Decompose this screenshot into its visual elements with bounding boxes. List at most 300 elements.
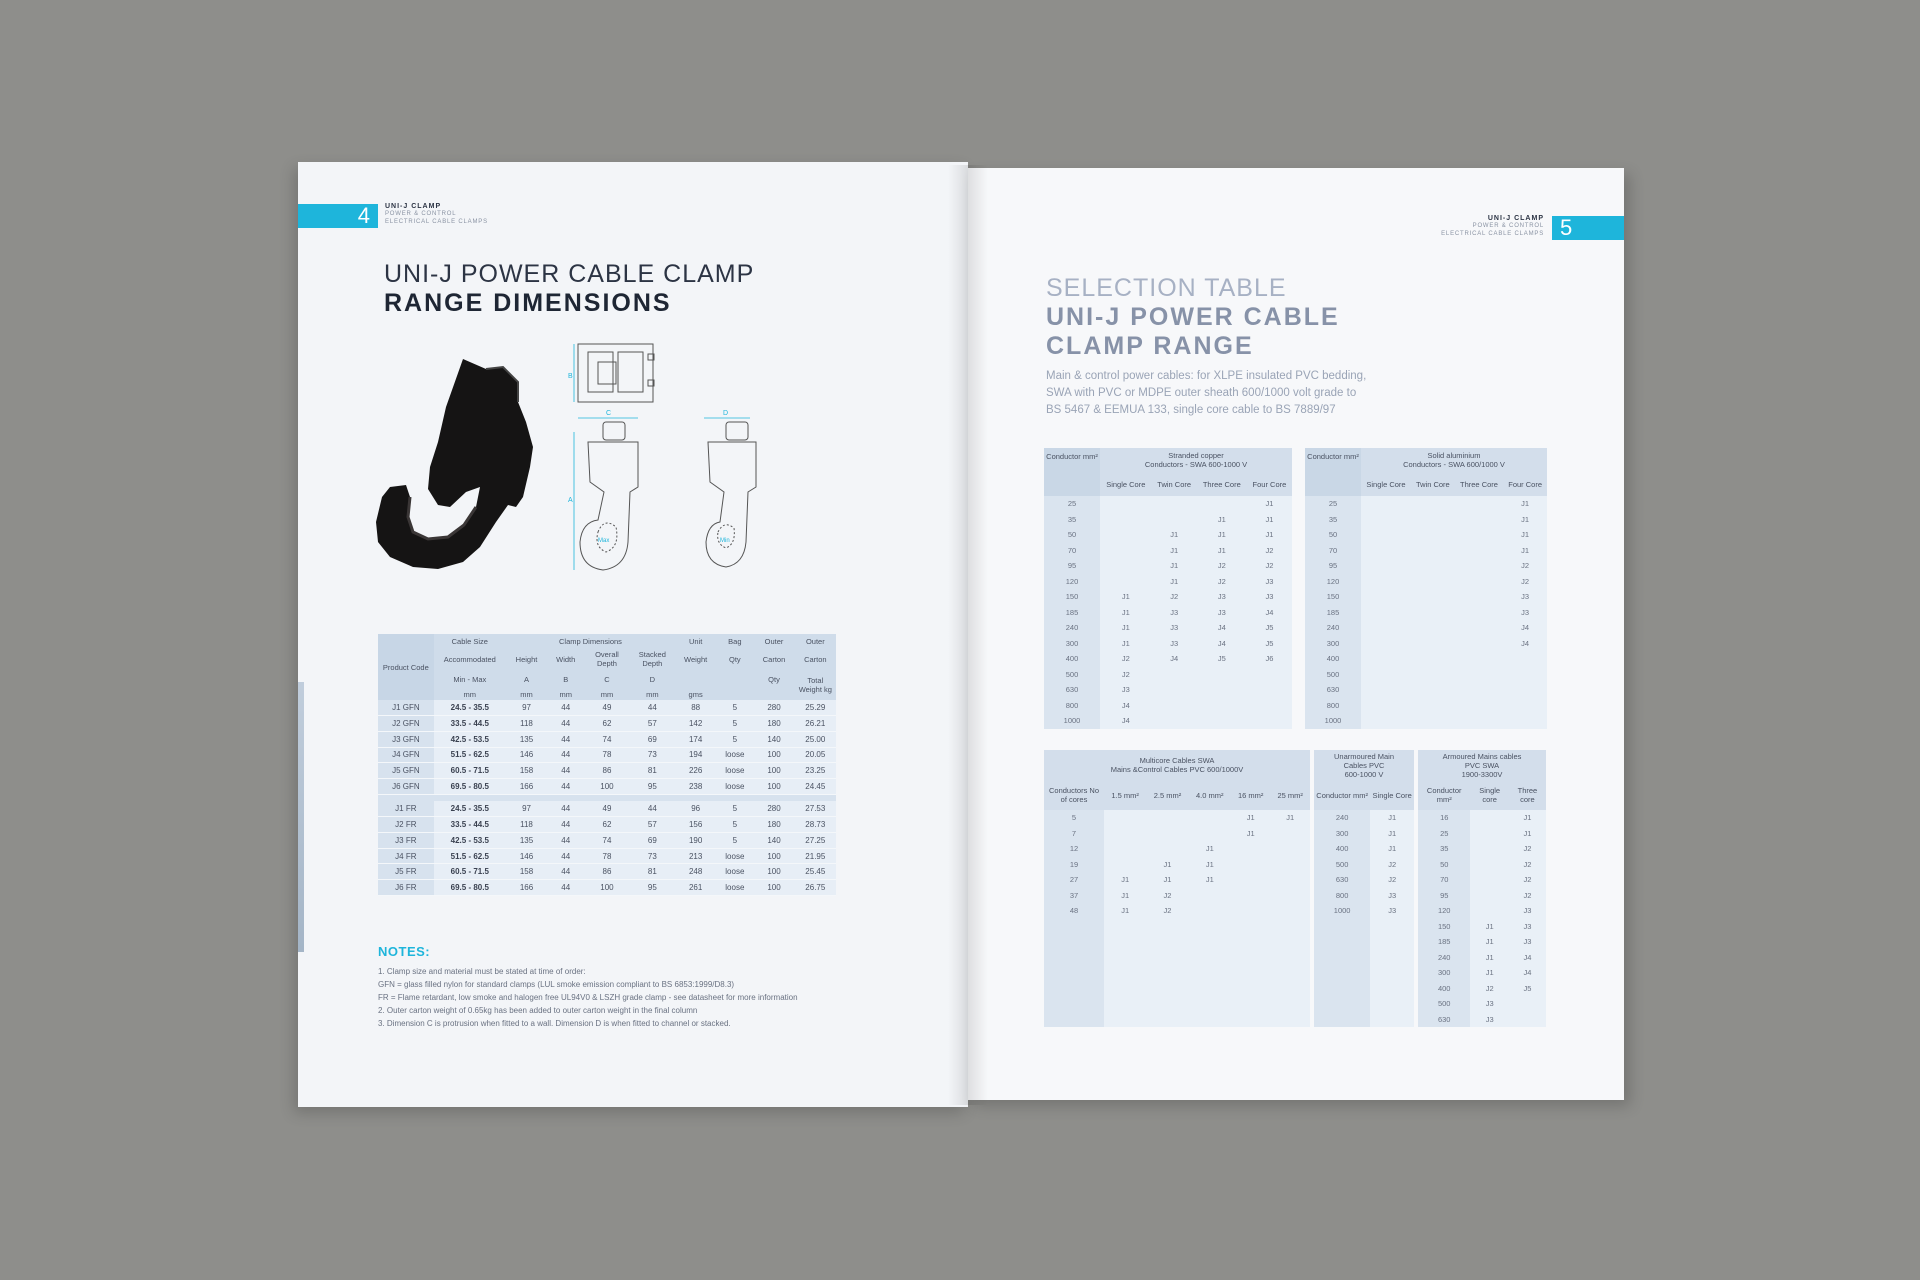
table-row [1044,903,1310,919]
th-conductors-cores: Conductors No of cores [1044,780,1104,810]
copper-body [1044,496,1292,729]
th-unarmoured-2: Cables PVC [1343,760,1385,770]
table-cell: 5 [716,716,753,732]
table-cell [1231,888,1271,904]
table-row [1418,903,1546,919]
table-cell: 44 [547,833,584,849]
table-cell-blank [1370,934,1414,950]
table-cell: 100 [753,747,794,763]
header-subtitle-1: POWER & CONTROL [1472,223,1544,229]
intro-line: BS 5467 & EEMUA 133, single core cable to BS 7889/97 [1046,404,1336,416]
table-cell [1411,574,1455,590]
table-row [1418,996,1546,1012]
th-width: Width [547,648,584,670]
table-cell: 73 [630,848,675,864]
table-cell: 70 [1305,543,1361,559]
table-cell: J1 [1470,934,1508,950]
table-cell: 44 [547,864,584,880]
table-cell: 21.95 [795,848,836,864]
header-title: UNI-J CLAMP [1487,215,1544,222]
th-unarmoured-3: 600-1000 V [1344,769,1384,779]
th-weight: Weight [675,648,716,670]
table-cell: 24.45 [795,778,836,794]
table-cell: loose [716,763,753,779]
table-cell [1197,496,1247,512]
table-cell: J1 [1152,527,1197,543]
table-cell: J3 [1503,589,1547,605]
table-cell [1270,826,1310,842]
table-cell [1411,636,1455,652]
table-cell: 25 [1305,496,1361,512]
table-cell: 60.5 - 71.5 [434,864,506,880]
table-row [1418,826,1546,842]
table-cell: 33.5 - 44.5 [434,817,506,833]
table-cell: J1 [1104,888,1146,904]
table-cell: J3 FR [378,833,434,849]
table-cell: 50 [1305,527,1361,543]
th-copper-group-2: Conductors - SWA 600-1000 V [1144,460,1248,469]
table-cell-blank [1370,950,1414,966]
table-cell: J5 GFN [378,763,434,779]
table-cell: 97 [506,700,547,716]
table-row [1305,543,1547,559]
table-cell [1470,888,1508,904]
table-row [378,880,836,896]
table-cell: 1000 [1314,903,1370,919]
table-row [1314,872,1414,888]
table-cell: 81 [630,763,675,779]
table-cell: 69 [630,833,675,849]
table-cell: J3 [1247,589,1292,605]
table-cell: J4 [1247,605,1292,621]
table-cell [1189,826,1231,842]
table-cell [1146,810,1188,826]
aluminium-body [1305,496,1547,729]
table-cell: J3 [1370,888,1414,904]
table-cell: J1 [1247,496,1292,512]
table-cell: J1 [1146,857,1188,873]
table-cell-blank [1044,950,1104,966]
table-cell [1455,636,1504,652]
table-cell-blank [1189,934,1231,950]
table-row [378,778,836,794]
table-cell: J2 [1509,841,1546,857]
table-cell [1455,667,1504,683]
table-cell: 28.73 [795,817,836,833]
table-cell [1411,698,1455,714]
table-cell-blank [1189,996,1231,1012]
table-cell: 35 [1044,512,1100,528]
stranded-copper-table [1044,448,1292,729]
table-cell: 300 [1305,636,1361,652]
table-row [1418,810,1546,826]
th-aluminium-group-2: Conductors - SWA 600/1000 V [1403,460,1505,469]
table-cell-blank [1314,981,1370,997]
table-cell: 69.5 - 80.5 [434,778,506,794]
table-row [1418,965,1546,981]
table-cell: 16 [1418,810,1470,826]
table-cell [1455,574,1504,590]
table-cell: J5 [1247,636,1292,652]
table-cell [1411,589,1455,605]
table-cell: 135 [506,731,547,747]
table-cell-blank [1189,965,1231,981]
table-row [1314,888,1414,904]
table-cell [1152,496,1197,512]
table-cell [1411,667,1455,683]
table-cell: J1 [1104,872,1146,888]
table-cell: J1 [1470,965,1508,981]
table-cell: 62 [584,716,629,732]
table-cell [1411,605,1455,621]
table-cell: J1 [1509,826,1546,842]
table-cell: 400 [1044,651,1100,667]
note-line: FR = Flame retardant, low smoke and halogen free UL94V0 & LSZH grade clamp - see datasheet for more information [378,993,798,1002]
th-qty-2: Qty [753,670,794,688]
table-cell: 146 [506,747,547,763]
table-row [378,848,836,864]
th-2-5mm: 2.5 mm² [1146,780,1188,810]
table-cell-blank [1189,919,1231,935]
th-gms: gms [675,688,716,700]
table-cell [1361,682,1411,698]
table-cell [1411,512,1455,528]
table-cell [1361,651,1411,667]
table-cell [1270,872,1310,888]
th-cable-size: Cable Size [434,634,506,648]
table-cell-blank [1146,996,1188,1012]
table-cell: 96 [675,801,716,817]
table-cell: 166 [506,778,547,794]
table-cell: 97 [506,801,547,817]
table-cell: 49 [584,801,629,817]
page-title [1046,274,1340,361]
table-cell: 51.5 - 62.5 [434,747,506,763]
table-cell: J6 FR [378,880,434,896]
table-row-blank [1314,934,1414,950]
multicore-body [1044,810,1310,1027]
th-copper-group-1: Stranded copper [1168,451,1224,460]
table-cell: J2 [1152,589,1197,605]
table-cell-blank [1146,965,1188,981]
title-bold: RANGE DIMENSIONS [384,289,672,317]
page-title [384,260,754,318]
table-row [1044,496,1292,512]
table-row [378,700,836,716]
table-cell: J2 [1247,543,1292,559]
table-cell: J1 FR [378,801,434,817]
table-cell [1470,841,1508,857]
armoured-table [1418,750,1546,1027]
table-row [1305,713,1547,729]
table-cell: 100 [584,880,629,896]
table-cell: 44 [547,747,584,763]
table-cell [1455,496,1504,512]
table-cell: 800 [1305,698,1361,714]
table-cell [1411,527,1455,543]
table-cell: 100 [753,864,794,880]
th-mm-b: mm [547,688,584,700]
table-cell-blank [1314,996,1370,1012]
table-row [1418,857,1546,873]
table-cell: 25.29 [795,700,836,716]
th-outer: Outer [753,634,794,648]
table-row [1044,872,1310,888]
table-cell: J1 [1503,512,1547,528]
table-cell [1100,512,1152,528]
table-cell: J3 GFN [378,731,434,747]
table-row [1044,826,1310,842]
table-row [1418,872,1546,888]
dim-label-d: D [723,410,729,417]
table-cell [1455,651,1504,667]
table-cell-blank [1104,934,1146,950]
th-aluminium-group-1: Solid aluminium [1427,451,1481,460]
table-cell [1197,713,1247,729]
table-cell: 26.21 [795,716,836,732]
table-cell [1361,574,1411,590]
table-cell: 300 [1418,965,1470,981]
table-cell: 150 [1305,589,1361,605]
table-cell [1411,543,1455,559]
table-cell-blank [1104,1012,1146,1028]
table-cell: J2 [1146,903,1188,919]
table-row [1305,636,1547,652]
table-cell: J2 [1509,888,1546,904]
table-cell: 150 [1418,919,1470,935]
table-row [1044,589,1292,605]
table-cell: 158 [506,763,547,779]
table-cell [1270,841,1310,857]
table-cell-blank [1231,950,1271,966]
table-cell: J1 [1370,841,1414,857]
table-row [1418,841,1546,857]
table-row [1044,620,1292,636]
table-cell [1455,605,1504,621]
th-four-core: Four Core [1503,472,1547,496]
separator-cell [378,794,836,801]
table-cell: J2 [1470,981,1508,997]
table-cell [1247,682,1292,698]
th-multicore-group [1044,750,1310,780]
table-cell: J6 GFN [378,778,434,794]
table-row [1305,558,1547,574]
th-unarmoured-group [1314,750,1414,780]
table-cell [1104,841,1146,857]
table-row-blank [1314,981,1414,997]
table-cell [1503,698,1547,714]
table-row [1044,810,1310,826]
table-row-blank [1314,950,1414,966]
multicore-table [1044,750,1310,1027]
table-row [1044,857,1310,873]
dim-label-b: B [568,373,573,380]
table-cell [1197,667,1247,683]
table-cell: J4 [1509,965,1546,981]
table-cell-blank [1231,965,1271,981]
table-cell: 146 [506,848,547,864]
table-cell: 74 [584,731,629,747]
table-cell [1104,857,1146,873]
table-cell: J3 [1509,903,1546,919]
table-cell: J5 FR [378,864,434,880]
table-cell: 70 [1044,543,1100,559]
table-cell-blank [1044,981,1104,997]
table-row [1314,841,1414,857]
table-cell [1189,903,1231,919]
table-cell [1361,496,1411,512]
table-cell: J2 [1509,857,1546,873]
table-cell-blank [1044,919,1104,935]
th-three-core: Three core [1509,780,1546,810]
table-cell: J4 [1197,636,1247,652]
table-row [1044,527,1292,543]
table-cell [1361,605,1411,621]
th-three-core: Three Core [1197,472,1247,496]
table-cell: J3 [1152,636,1197,652]
table-cell: 174 [675,731,716,747]
table-cell: 62 [584,817,629,833]
table-cell: 69 [630,731,675,747]
table-cell: 400 [1305,651,1361,667]
table-cell: 44 [547,763,584,779]
th-qty: Qty [716,648,753,670]
table-cell: 20.05 [795,747,836,763]
table-cell: J1 GFN [378,700,434,716]
table-cell [1100,496,1152,512]
table-cell-blank [1044,996,1104,1012]
table-cell [1361,589,1411,605]
table-cell: J2 [1197,574,1247,590]
table-cell: J3 [1152,620,1197,636]
table-cell: 120 [1305,574,1361,590]
table-cell-blank [1370,996,1414,1012]
table-cell-blank [1044,1012,1104,1028]
table-cell-blank [1104,919,1146,935]
table-cell [1100,574,1152,590]
table-cell: 27.25 [795,833,836,849]
header-subtitle-2: ELECTRICAL CABLE CLAMPS [385,219,488,225]
th-empty [716,688,753,700]
table-cell: J1 [1503,527,1547,543]
table-cell: 400 [1314,841,1370,857]
table-cell: J3 [1152,605,1197,621]
table-cell-blank [1370,919,1414,935]
table-cell: 44 [547,848,584,864]
clamp-product-photo [368,347,578,577]
table-cell: J5 [1509,981,1546,997]
table-cell [1470,826,1508,842]
table-cell: J1 [1104,903,1146,919]
table-cell: 213 [675,848,716,864]
table-cell: J3 [1247,574,1292,590]
table-cell: 81 [630,864,675,880]
table-cell: 185 [1418,934,1470,950]
table-cell: 500 [1044,667,1100,683]
table-cell-blank [1104,950,1146,966]
table-cell: 57 [630,817,675,833]
table-row [378,731,836,747]
table-cell-blank [1146,950,1188,966]
table-cell-blank [1044,934,1104,950]
table-cell: 500 [1314,857,1370,873]
solid-aluminium-table [1305,448,1547,729]
table-cell: J1 [1100,589,1152,605]
table-cell: J3 [1509,934,1546,950]
table-separator [378,794,836,801]
table-row [1418,888,1546,904]
table-row [1418,919,1546,935]
th-empty [716,670,753,688]
page-number: 5 [1560,215,1573,240]
th-outer-2: Outer [795,634,836,648]
table-cell: 70 [1418,872,1470,888]
table-cell: J1 [1231,826,1271,842]
table-cell: 95 [1044,558,1100,574]
table-cell: 95 [1418,888,1470,904]
photo-bleed-edge [298,682,304,952]
table-cell: 25 [1044,496,1100,512]
table-cell: 44 [630,700,675,716]
table-cell [1270,857,1310,873]
th-single-core: Single core [1470,780,1508,810]
th-carton: Carton [753,648,794,670]
table-cell [1100,558,1152,574]
th-single-core: Single Core [1361,472,1411,496]
table-cell: 27 [1044,872,1104,888]
table-cell: loose [716,747,753,763]
table-cell: 5 [716,817,753,833]
th-armoured-group [1418,750,1546,780]
table-cell: 42.5 - 53.5 [434,833,506,849]
table-cell: 120 [1044,574,1100,590]
table-row [1044,543,1292,559]
table-cell: 35 [1305,512,1361,528]
table-cell: 120 [1418,903,1470,919]
table-cell [1470,810,1508,826]
table-cell: 57 [630,716,675,732]
table-row [1314,857,1414,873]
table-cell-blank [1104,965,1146,981]
table-cell: 185 [1305,605,1361,621]
table-cell [1455,527,1504,543]
table-row [1044,558,1292,574]
table-cell [1361,620,1411,636]
table-cell [1361,543,1411,559]
table-row [1418,934,1546,950]
table-cell [1247,698,1292,714]
table-row [378,833,836,849]
table-cell-blank [1104,996,1146,1012]
table-cell [1455,682,1504,698]
table-row [1305,574,1547,590]
table-cell [1361,512,1411,528]
table-cell: J3 [1370,903,1414,919]
table-cell: 44 [547,716,584,732]
table-cell: 50 [1044,527,1100,543]
th-conductor: Conductor mm² [1044,448,1100,496]
table-cell: 630 [1314,872,1370,888]
th-aluminium-group [1361,448,1547,472]
table-row-blank [1314,919,1414,935]
title-bold-1: UNI-J POWER CABLE [1046,303,1340,331]
table-cell: J5 [1247,620,1292,636]
table-cell: loose [716,880,753,896]
th-d: D [630,670,675,688]
table-cell: J2 [1247,558,1292,574]
table-row-blank [1314,965,1414,981]
table-row [1418,950,1546,966]
